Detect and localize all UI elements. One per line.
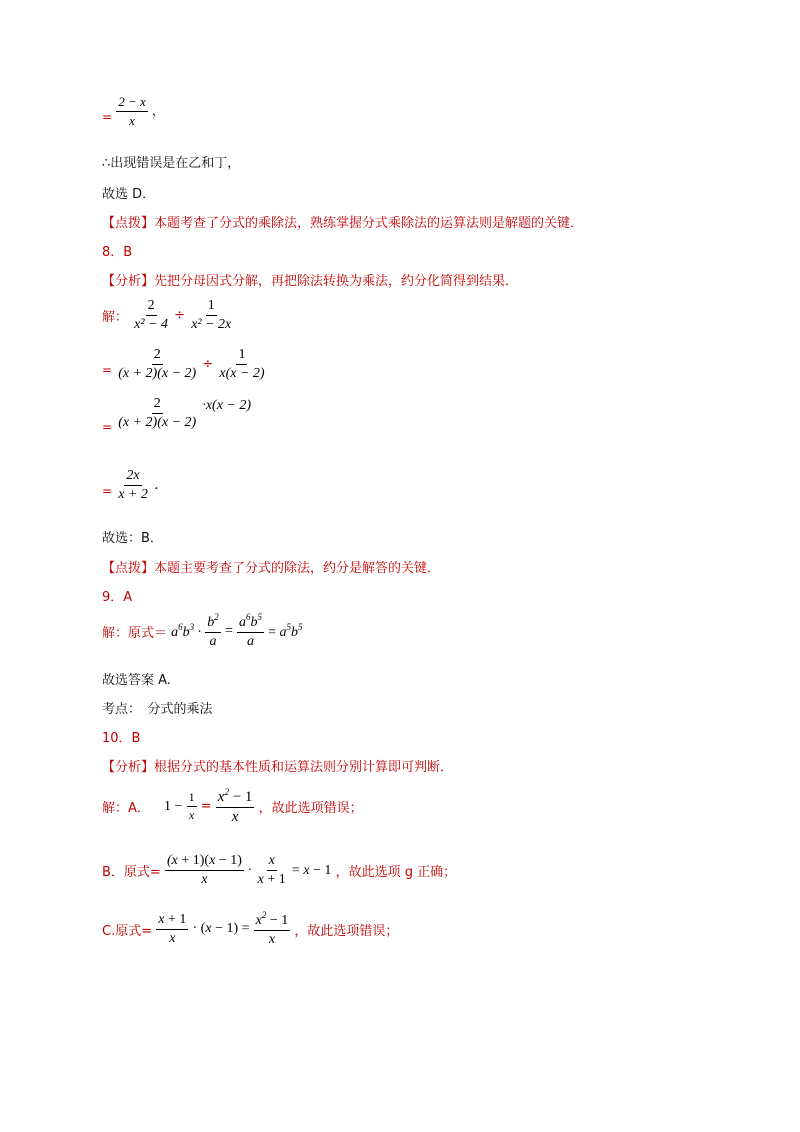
numerator: $x^2 - 1$	[254, 910, 291, 931]
denominator: (x + 2)(x − 2)	[118, 415, 197, 430]
option-c-label: C.原式=	[102, 923, 153, 939]
q9-solve-label: 解：原式＝	[102, 625, 168, 641]
fraction	[217, 347, 266, 382]
equals-sign: =	[200, 799, 212, 814]
denominator: a	[209, 634, 217, 649]
divide-sign: ÷	[202, 357, 214, 372]
equals-sign: =	[102, 110, 113, 124]
period: ．	[154, 478, 169, 493]
q9-choose: 故选答案 A.	[102, 673, 171, 688]
q8-header: 8．B	[102, 245, 133, 260]
q8-line2	[102, 347, 267, 382]
numerator: (x + 1)(x − 1)	[165, 853, 244, 871]
denominator: x	[188, 808, 195, 822]
fraction	[116, 94, 148, 129]
equals-sign: =	[102, 420, 113, 434]
equals-sign: =	[102, 484, 113, 498]
numerator: 1	[206, 298, 217, 316]
q9-header: 9．A	[102, 590, 133, 605]
numerator: $b^2$	[205, 612, 221, 633]
option-a-label: 解：A．	[102, 801, 150, 816]
step1-line	[102, 94, 165, 129]
denominator: x² − 4	[134, 317, 169, 332]
fraction	[165, 853, 244, 888]
q8-choose: 故选：B．	[102, 531, 163, 546]
numerator: 1	[236, 347, 247, 365]
fraction	[256, 853, 288, 888]
numerator: 2	[152, 396, 163, 414]
fraction	[187, 790, 197, 823]
fraction	[205, 612, 221, 650]
numerator: x	[267, 853, 277, 871]
denominator: x + 2	[118, 487, 148, 502]
fraction	[254, 910, 291, 948]
denominator: x	[231, 809, 239, 825]
denominator: x + 1	[257, 872, 286, 887]
fraction	[189, 298, 233, 333]
comma: ，	[151, 104, 165, 119]
denominator: x(x − 2)	[219, 366, 265, 381]
q9-expression: $a^6b^3$ ·	[171, 621, 202, 640]
q8-analysis: 【分析】先把分母因式分解，再把除法转换为乘法，约分化简得到结果．	[102, 274, 519, 289]
numerator: x + 1	[156, 912, 188, 930]
q9-kaodian: 考点： 分式的乘法	[102, 702, 213, 717]
divide-sign: ÷	[174, 308, 186, 323]
solve-label: 解：	[102, 310, 129, 325]
q8-note: 【点拨】本题主要考查了分式的除法，约分是解答的关键．	[102, 561, 441, 576]
equals-sign: =	[224, 623, 233, 639]
numerator: 2	[152, 347, 163, 365]
choose-d-text: 故选 D．	[102, 187, 156, 202]
option-c-tail: ，故此选项错误；	[294, 923, 399, 939]
fraction	[116, 468, 150, 503]
result: = x − 1	[291, 862, 332, 878]
result: = $a^5b^5$	[268, 621, 303, 640]
q8-line3	[102, 396, 251, 434]
denominator: a	[246, 634, 254, 649]
fraction	[132, 298, 170, 333]
q8-line4	[102, 468, 168, 503]
fraction	[216, 787, 255, 826]
equals-sign: =	[102, 363, 113, 377]
fraction	[237, 612, 264, 650]
fraction	[156, 912, 188, 947]
denominator: (x + 2)(x − 2)	[118, 366, 197, 381]
option-b-label: B．原式=	[102, 865, 161, 880]
q10-option-a	[102, 787, 363, 826]
q8-line1	[102, 298, 233, 333]
denominator: x	[268, 932, 276, 947]
option-a-tail: ，故此选项错误；	[258, 801, 363, 816]
denominator: x	[129, 113, 135, 128]
denominator: x	[169, 930, 176, 946]
q10-analysis: 【分析】根据分式的基本性质和运算法则分别计算即可判断．	[102, 760, 454, 775]
one: 1 −	[164, 798, 183, 814]
factor: · (x − 1) =	[192, 921, 250, 936]
conclusion-text: ∴出现错误是在乙和丁，	[102, 156, 241, 171]
fraction	[116, 396, 198, 431]
q10-option-c	[102, 910, 398, 948]
numerator: 2x	[124, 468, 141, 486]
note-text: 【点拨】本题考查了分式的乘除法，熟练掌握分式乘除法的运算法则是解题的关键．	[102, 216, 584, 231]
multiplier: ·x(x − 2)	[202, 398, 252, 413]
numerator: 2	[146, 298, 157, 316]
numerator: 2 − x	[116, 94, 148, 112]
fraction	[116, 347, 198, 382]
numerator: $a^6b^5$	[237, 612, 264, 633]
numerator: $x^2 - 1$	[216, 787, 255, 808]
dot: ·	[248, 863, 252, 878]
q10-header: 10．B	[102, 731, 141, 746]
q9-line	[102, 612, 303, 650]
denominator: x	[201, 872, 208, 887]
numerator: 1	[187, 790, 197, 807]
denominator: x² − 2x	[191, 317, 232, 332]
q10-option-b	[102, 853, 456, 888]
option-b-tail: ，故此选项 g 正确；	[335, 865, 457, 880]
